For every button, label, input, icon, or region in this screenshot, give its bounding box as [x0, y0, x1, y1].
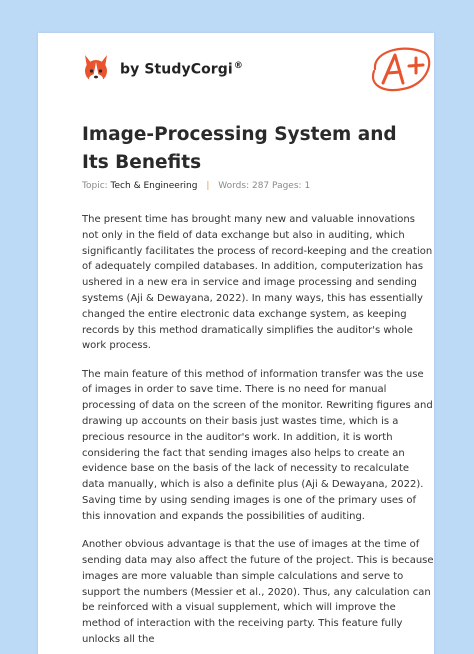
meta-separator: | — [206, 181, 210, 191]
brand-header[interactable] — [82, 52, 243, 86]
corgi-logo-icon — [82, 53, 110, 85]
pages-label: Pages: — [272, 181, 302, 191]
pages-value: 1 — [304, 181, 311, 191]
topic-link[interactable]: Tech & Engineering — [110, 181, 198, 191]
paragraph: The present time has brought many new and valuable innovations not only in the field of data exchange but also in auditing, which significantly facilitates the process of record-keeping and the creation of adequately compiled databases. In addition, computerization has ushered in a new era in service and image processing and sending systems (Aji & Dewayana, 2022). In many ways, this has essentially changed the entire electronic data exchange system, as keeping records by this method dramatically simplifies the auditor's whole work process. — [82, 214, 433, 352]
document-title: Image-Processing System and Its Benefits — [82, 124, 397, 173]
a-plus-badge-icon — [365, 39, 435, 97]
paragraph: Another obvious advantage is that the use of images at the time of sending data may also affect the future of the project. This is because images are more valuable than simple calculations and serve to support the numbers (Messier et al., 2020). Thus, any calculation can be reinforced with a visual supplement, which will improve the method of interaction with the receiving party. This feature fully unlocks all the — [82, 539, 434, 645]
words-value: 287 — [251, 181, 270, 191]
document-body — [82, 212, 434, 654]
brand-name: by StudyCorgi® — [120, 60, 243, 78]
document-meta — [82, 181, 310, 191]
words-label: Words: — [218, 181, 250, 191]
topic-label: Topic: — [82, 181, 108, 191]
document-page — [38, 33, 434, 654]
paragraph: The main feature of this method of information transfer was the use of images in order to save time. There is no need for manual processing of data on the screen of the monitor. Rewriting figures and drawing up accounts on their basis just wastes time, which is a precious resource in the auditor's work. In addition, it is worth considering the fact that sending images also helps to create an evidence base on the basis of the lack of necessity to recalculate data manually, which is also a definite plus (Aji & Dewayana, 2022). Saving time by using sending images is one of the primary uses of this innovation and expands the possibilities of auditing. — [82, 368, 433, 522]
registered-mark: ® — [233, 60, 243, 71]
